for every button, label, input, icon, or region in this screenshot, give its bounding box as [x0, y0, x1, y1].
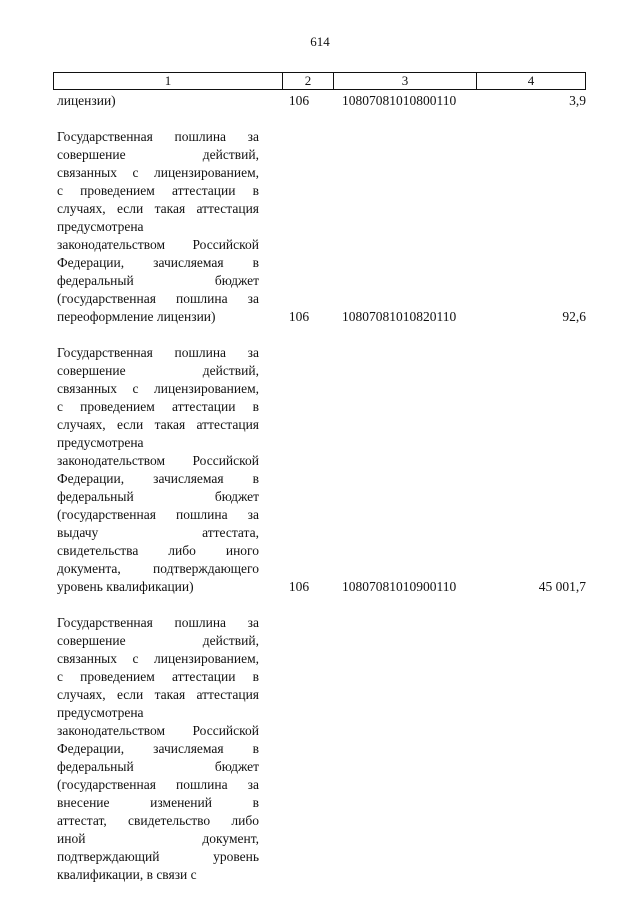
description-line: связанных с лицензированием, [57, 651, 259, 666]
description-line: (государственная пошлина за [57, 507, 259, 522]
description-line: законодательством Российской [57, 723, 259, 738]
header-col-3: 3 [333, 73, 476, 89]
description-line: Государственная пошлина за [57, 129, 259, 144]
admin-code: 106 [288, 93, 310, 108]
description-line: случаях, если такая аттестация [57, 417, 259, 432]
description-line: связанных с лицензированием, [57, 165, 259, 180]
description-line: предусмотрена [57, 705, 144, 720]
description-line: Федерации, зачисляемая в [57, 255, 259, 270]
row-description [57, 344, 259, 596]
description-line: случаях, если такая аттестация [57, 687, 259, 702]
description-line: совершение действий, [57, 363, 259, 378]
row-description [57, 128, 259, 326]
description-line: Государственная пошлина за [57, 615, 259, 630]
description-line: случаях, если такая аттестация [57, 201, 259, 216]
kbk-code: 10807081010820110 [342, 309, 457, 324]
description-line: совершение действий, [57, 633, 259, 648]
description-line: уровень квалификации) [57, 579, 194, 594]
description-line: связанных с лицензированием, [57, 381, 259, 396]
description-line: подтверждающий уровень [57, 849, 259, 864]
description-line: лицензии) [57, 93, 116, 108]
header-col-2: 2 [282, 73, 333, 89]
description-line: предусмотрена [57, 219, 144, 234]
description-line: Федерации, зачисляемая в [57, 741, 259, 756]
table-row [57, 344, 586, 596]
table-header [53, 72, 586, 90]
description-line: свидетельства либо иного [57, 543, 259, 558]
description-line: квалификации, в связи с [57, 867, 197, 882]
description-line: законодательством Российской [57, 237, 259, 252]
description-line: внесение изменений в [57, 795, 259, 810]
description-line: федеральный бюджет [57, 489, 259, 504]
page-number: 614 [310, 34, 330, 49]
description-line: федеральный бюджет [57, 273, 259, 288]
description-line: предусмотрена [57, 435, 144, 450]
table-row [57, 614, 586, 884]
description-line: аттестат, свидетельство либо [57, 813, 259, 828]
header-col-1: 1 [164, 73, 172, 88]
header-col-4: 4 [476, 73, 585, 89]
description-line: с проведением аттестации в [57, 399, 259, 414]
description-line: с проведением аттестации в [57, 183, 259, 198]
description-line: законодательством Российской [57, 453, 259, 468]
amount-value: 45 001,7 [538, 579, 586, 594]
description-line: иной документ, [57, 831, 259, 846]
row-description [57, 614, 259, 884]
description-line: документа, подтверждающего [57, 561, 259, 576]
description-line: федеральный бюджет [57, 759, 259, 774]
table-body [57, 92, 586, 884]
amount-value: 3,9 [569, 93, 586, 108]
kbk-code: 10807081010800110 [342, 93, 457, 108]
admin-code: 106 [288, 579, 310, 594]
description-line: (государственная пошлина за [57, 777, 259, 792]
description-line: выдачу аттестата, [57, 525, 259, 540]
description-line: (государственная пошлина за [57, 291, 259, 306]
description-line: совершение действий, [57, 147, 259, 162]
kbk-code: 10807081010900110 [342, 579, 457, 594]
description-line: Государственная пошлина за [57, 345, 259, 360]
amount-value: 92,6 [562, 309, 586, 324]
table-row [57, 92, 586, 110]
description-line: с проведением аттестации в [57, 669, 259, 684]
row-description [57, 92, 259, 110]
table-row [57, 128, 586, 326]
description-line: Федерации, зачисляемая в [57, 471, 259, 486]
description-line: переоформление лицензии) [57, 309, 216, 324]
admin-code: 106 [288, 309, 310, 324]
